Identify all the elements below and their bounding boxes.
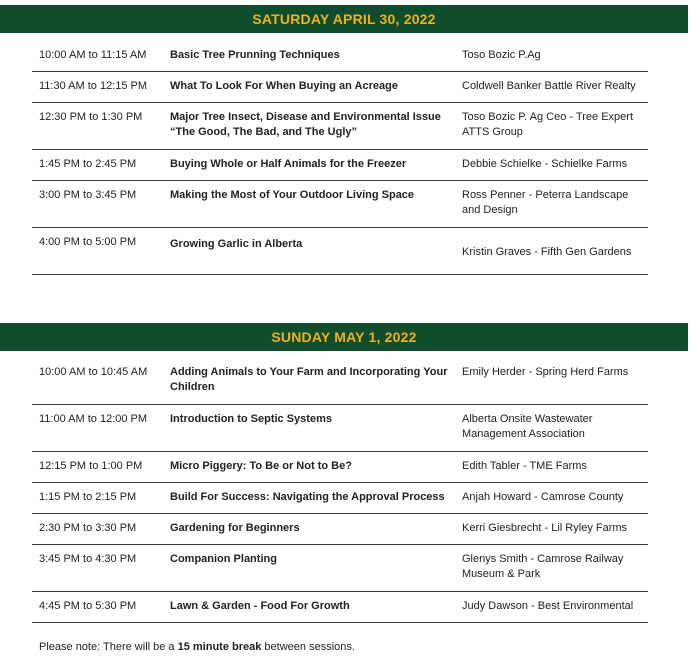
- session-row: [32, 405, 648, 452]
- session-time: 4:00 PM to 5:00 PM: [39, 236, 137, 248]
- session-row: [32, 181, 648, 228]
- session-row: [32, 452, 648, 483]
- note-prefix: Please note: There will be a: [39, 641, 178, 653]
- session-title: Buying Whole or Half Animals for the Freezer: [170, 158, 407, 170]
- session-title: Lawn & Garden - Food For Growth: [170, 600, 350, 612]
- session-title: Micro Piggery: To Be or Not to Be?: [170, 460, 352, 472]
- session-title: Basic Tree Prunning Techniques: [170, 49, 340, 61]
- session-time: 3:45 PM to 4:30 PM: [39, 553, 137, 565]
- session-time: 11:30 AM to 12:15 PM: [39, 80, 148, 92]
- session-speaker: Coldwell Banker Battle River Realty: [462, 80, 636, 92]
- session-title: Growing Garlic in Alberta: [170, 238, 303, 250]
- session-title: Adding Animals to Your Farm and Incorporating Your Children: [170, 366, 448, 393]
- session-row: [32, 228, 648, 275]
- session-row: [32, 41, 648, 72]
- session-row: [32, 72, 648, 103]
- saturday-header: [0, 5, 688, 33]
- session-speaker: Kerri Giesbrecht - Lil Ryley Farms: [462, 522, 628, 534]
- session-title: Introduction to Septic Systems: [170, 413, 332, 425]
- session-title: What To Look For When Buying an Acreage: [170, 80, 398, 92]
- session-row: [32, 358, 648, 405]
- saturday-schedule: [32, 41, 648, 275]
- saturday-header-text: SATURDAY APRIL 30, 2022: [252, 11, 436, 27]
- session-time: 10:00 AM to 11:15 AM: [39, 49, 147, 61]
- session-speaker: Emily Herder - Spring Herd Farms: [462, 366, 629, 378]
- session-time: 10:00 AM to 10:45 AM: [39, 366, 148, 378]
- session-speaker: Judy Dawson - Best Environmental: [462, 600, 634, 612]
- session-time: 4:45 PM to 5:30 PM: [39, 600, 137, 612]
- session-row: [32, 514, 648, 545]
- session-speaker: Anjah Howard - Camrose County: [462, 491, 624, 503]
- session-time: 1:15 PM to 2:15 PM: [39, 491, 137, 503]
- sunday-header: [0, 323, 688, 351]
- note-suffix: between sessions.: [261, 641, 355, 653]
- session-speaker: Debbie Schielke - Schielke Farms: [462, 158, 628, 170]
- session-time: 12:30 PM to 1:30 PM: [39, 111, 143, 123]
- session-speaker: Edith Tabler - TME Farms: [462, 460, 587, 472]
- sunday-header-text: SUNDAY MAY 1, 2022: [271, 329, 417, 345]
- session-row: [32, 545, 648, 592]
- session-speaker: Glenys Smith - Camrose Railway Museum & Park: [462, 553, 624, 580]
- session-speaker: Ross Penner - Peterra Landscape and Design: [462, 189, 629, 216]
- session-time: 2:30 PM to 3:30 PM: [39, 522, 137, 534]
- session-time: 1:45 PM to 2:45 PM: [39, 158, 137, 170]
- session-row: [32, 150, 648, 181]
- sunday-schedule: [32, 358, 648, 623]
- session-speaker: Toso Bozic P. Ag Ceo - Tree Expert ATTS Group: [462, 111, 633, 138]
- session-row: [32, 483, 648, 514]
- session-title: Companion Planting: [170, 553, 277, 565]
- session-time: 11:00 AM to 12:00 PM: [39, 413, 148, 425]
- session-title: Build For Success: Navigating the Approval Process: [170, 491, 445, 503]
- session-time: 3:00 PM to 3:45 PM: [39, 189, 137, 201]
- session-speaker: Kristin Graves - Fifth Gen Gardens: [462, 246, 632, 258]
- session-title: Making the Most of Your Outdoor Living Space: [170, 189, 415, 201]
- break-note: [39, 641, 355, 653]
- session-title: Gardening for Beginners: [170, 522, 300, 534]
- note-emphasis: 15 minute break: [177, 641, 262, 653]
- session-row: [32, 592, 648, 623]
- session-time: 12:15 PM to 1:00 PM: [39, 460, 143, 472]
- session-speaker: Toso Bozic P.Ag: [462, 49, 541, 61]
- session-row: [32, 103, 648, 150]
- session-title: Major Tree Insect, Disease and Environmental Issue “The Good, The Bad, and The Ugly”: [170, 111, 441, 138]
- session-speaker: Alberta Onsite Wastewater Management Association: [462, 413, 593, 440]
